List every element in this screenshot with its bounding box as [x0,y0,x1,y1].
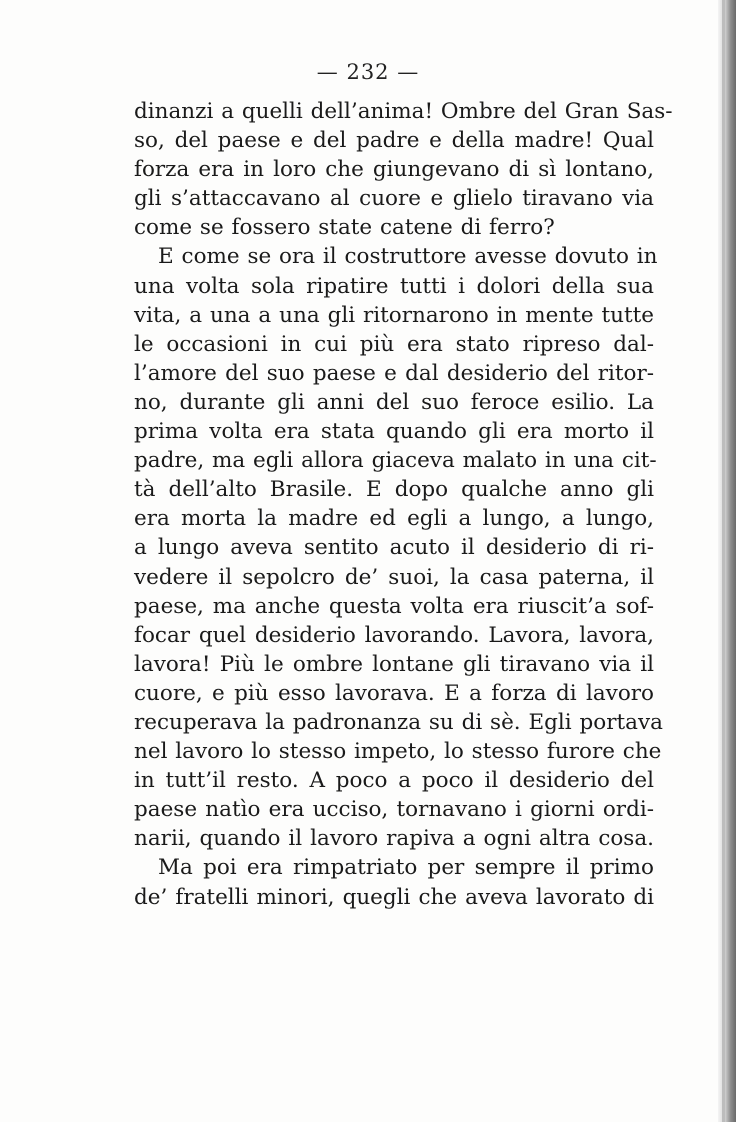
text-line: nel lavoro lo stesso impeto, lo stesso furore che [134,739,662,765]
text-line: no, durante gli anni del suo feroce esilio. La [134,389,654,415]
text-line: gli s’attaccavano al cuore e glielo tiravano via [134,186,654,212]
text-line: forza era in loro che giungevano di sì lontano, [134,157,654,183]
text-line: prima volta era stata quando gli era morto il [134,419,654,445]
page-edge-line [722,0,725,1122]
text-line: narii, quando il lavoro rapiva a ogni altra cosa. [134,826,654,852]
text-line: paese, ma anche questa volta era riuscit’a sof- [134,593,654,619]
text-line: vita, a una a una gli ritornarono in mente tutte [134,302,654,328]
text-line: lavora! Più le ombre lontane gli tiravano via il [134,651,654,677]
text-line: a lungo aveva sentito acuto il desiderio di ri- [134,535,654,561]
text-line: Ma poi era rimpatriato per sempre il primo [158,855,654,881]
text-line: focar quel desiderio lavorando. Lavora, lavora, [134,622,654,648]
text-line: cuore, e più esso lavorava. E a forza di lavoro [134,680,654,706]
text-line: vedere il sepolcro de’ suoi, la casa paterna, il [134,564,654,590]
text-line: paese natìo era ucciso, tornavano i giorni ordi- [134,797,654,823]
text-line: in tutt’il resto. A poco a poco il desiderio del [134,768,654,794]
page-number: — 232 — [316,60,420,84]
text-line: de’ fratelli minori, quegli che aveva lavorato di [134,884,654,910]
text-line: era morta la madre ed egli a lungo, a lungo, [134,506,654,532]
page-edge-shadow [718,0,736,1122]
text-line: recuperava la padronanza su di sè. Egli portava [134,709,663,735]
text-line: E come se ora il costruttore avesse dovuto in [158,244,658,270]
text-line: dinanzi a quelli dell’anima! Ombre del Gran Sas- [134,99,673,124]
text-line: so, del paese e del padre e della madre! Qual [134,128,654,154]
text-line: le occasioni in cui più era stato ripreso dal- [134,331,654,357]
text-line: padre, ma egli allora giaceva malato in una cit- [134,448,657,474]
text-line: tà dell’alto Brasile. E dopo qualche anno gli [134,477,654,503]
body-text [134,97,673,912]
text-line: l’amore del suo paese e dal desiderio del ritor- [134,360,654,386]
text-line: una volta sola ripatire tutti i dolori della sua [134,273,654,299]
text-line: come se fossero state catene di ferro? [134,215,555,241]
